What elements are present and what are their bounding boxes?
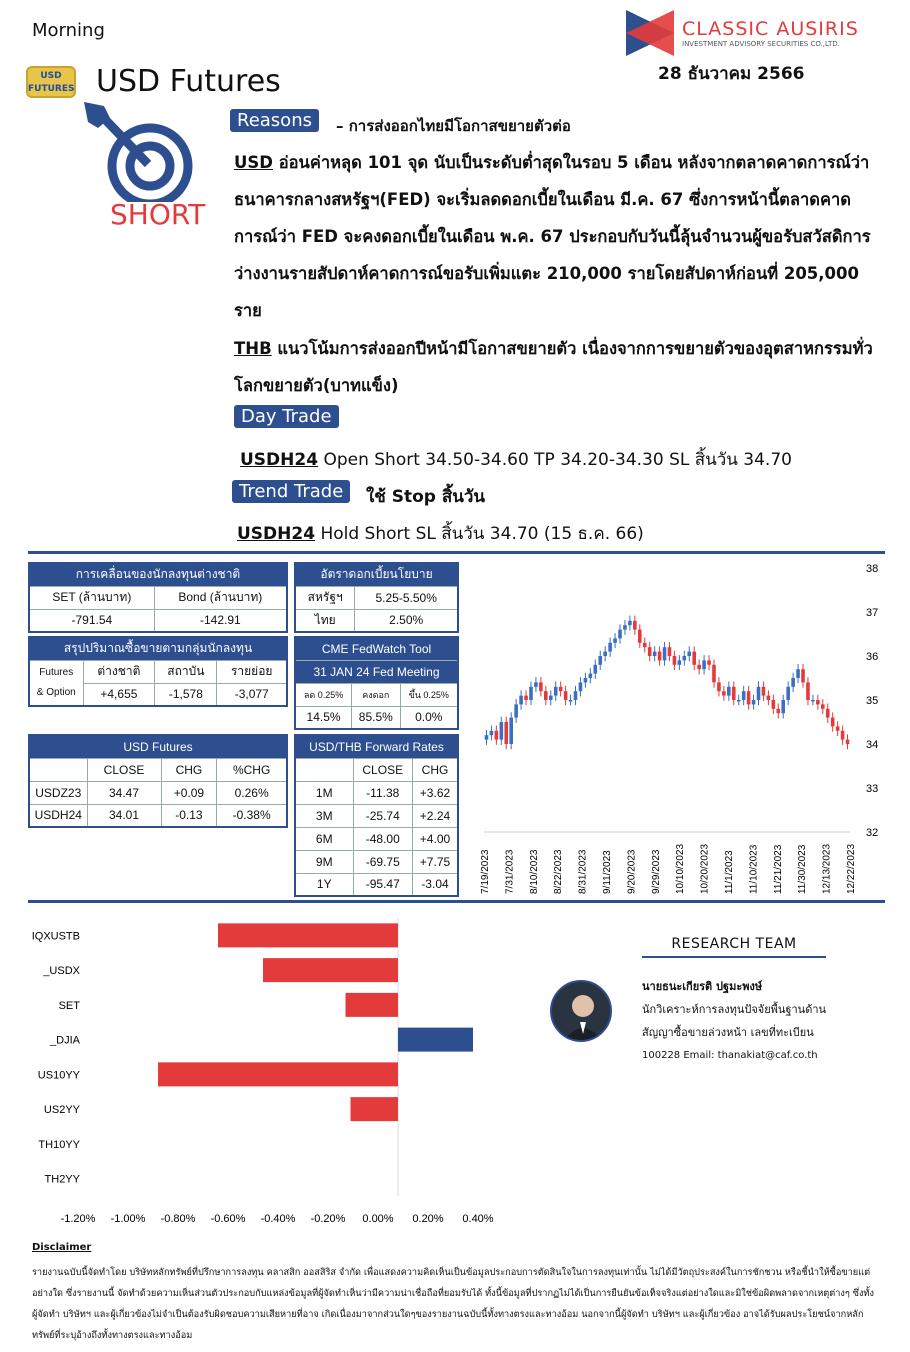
target-arrow-icon	[80, 102, 200, 202]
policy-rate-table	[294, 562, 459, 633]
table-row	[29, 781, 287, 804]
brand-name: CLASSIC AUSIRIS	[682, 18, 859, 40]
analyst-role-2: สัญญาซื้อขายล่วงหน้า เลขที่ทะเบียน	[642, 1026, 814, 1039]
x-tick-label: 0.20%	[412, 1213, 444, 1225]
futures-symbol: USDZ23	[29, 781, 87, 804]
usd-reason	[234, 144, 874, 329]
candle-body	[678, 660, 682, 664]
candle-body	[554, 687, 558, 696]
trend-trade-line	[237, 520, 644, 547]
y-tick-label: 37	[866, 607, 879, 619]
futures-header: %CHG	[217, 758, 287, 781]
candle-body	[648, 647, 652, 656]
fedwatch-value: 0.0%	[400, 706, 458, 729]
futures-chg: +0.09	[161, 781, 217, 804]
candle-body	[514, 704, 518, 717]
candle-body	[821, 704, 825, 708]
candle-body	[717, 682, 721, 691]
table-row	[295, 850, 458, 873]
foreign-flow-value: -791.54	[29, 609, 154, 632]
x-tick-label: 11/1/2023	[724, 850, 735, 894]
usd-futures-logo	[26, 66, 76, 98]
candle-body	[633, 621, 637, 630]
usd-futures-logo-text: USD FUTURES	[28, 71, 75, 94]
bar-category-label: TH2YY	[44, 1173, 80, 1186]
rate-label: สหรัฐฯ	[295, 586, 355, 609]
day-trade-line	[240, 446, 792, 473]
signal-label: SHORT	[110, 198, 206, 231]
candle-body	[574, 691, 578, 700]
session-label: Morning	[32, 20, 105, 41]
candle-body	[742, 691, 746, 700]
candle-body	[653, 652, 657, 656]
x-tick-label: -0.20%	[310, 1213, 346, 1225]
candle-body	[846, 740, 850, 744]
table-row	[29, 804, 287, 827]
forward-tenor: 1Y	[295, 873, 353, 896]
candle-body	[613, 638, 617, 642]
fedwatch-header: ขึ้น 0.25%	[400, 683, 458, 706]
forward-chg: +3.62	[412, 781, 458, 804]
x-tick-label: 10/10/2023	[675, 843, 687, 894]
bar-category-label: IQXUSTB	[31, 930, 80, 943]
candle-body	[618, 630, 622, 639]
table-row	[295, 804, 458, 827]
forward-close: -69.75	[353, 850, 412, 873]
x-tick-label: 9/20/2023	[626, 849, 638, 894]
investor-row-label	[29, 660, 83, 706]
x-tick-label: 7/31/2023	[504, 849, 516, 894]
candle-body	[509, 718, 513, 744]
brand-logo-icon	[626, 10, 674, 56]
candle-body	[529, 687, 533, 700]
candle-body	[569, 700, 573, 702]
futures-symbol: USDH24	[29, 804, 87, 827]
day-trade-symbol: USDH24	[240, 450, 319, 470]
day-trade-heading: Day Trade	[234, 405, 339, 428]
y-tick-label: 32	[866, 827, 879, 839]
candle-body	[692, 652, 696, 665]
futures-close: 34.01	[87, 804, 161, 827]
bar-category-label: SET	[58, 999, 80, 1012]
candle-body	[544, 691, 548, 700]
candle-body	[559, 687, 563, 691]
futures-header: CLOSE	[87, 758, 161, 781]
candle-body	[801, 669, 805, 682]
research-team-title: RESEARCH TEAM	[642, 936, 826, 958]
reasons-heading: Reasons	[230, 109, 319, 132]
candle-body	[584, 678, 588, 682]
candle-body	[712, 665, 716, 683]
candle-body	[593, 665, 597, 674]
fedwatch-value: 14.5%	[295, 706, 352, 729]
forward-header-blank	[295, 758, 353, 781]
candle-body	[638, 630, 642, 643]
investor-header: ต่างชาติ	[83, 660, 155, 683]
candle-body	[772, 700, 776, 709]
disclaimer-title: Disclaimer	[32, 1242, 92, 1253]
page-title: USD Futures	[96, 64, 281, 99]
report-date: 28 ธันวาคม 2566	[658, 64, 805, 84]
candle-body	[495, 731, 499, 740]
candle-body	[485, 735, 489, 739]
thb-tag: THB	[234, 339, 272, 358]
disclaimer-text: รายงานฉบับนี้จัดทำโดย บริษัทหลักทรัพย์ที่ปรึกษาการลงทุน คลาสสิก ออสสิริส จำกัด เพื่อแสดงความคิดเห็นเป็นข้อมูลประกอบการตัดสินใจในการลงทุนเท่านั้น ไม่ได้มีวัตถุประสงค์ในการชักชวน หรือชี้นำให้ซื้อขายแต่อย่างใด ซึ่งรายงานนี้ จัดทำด้วยความเห็นส่วนตัวประกอบกับแหล่งข้อมูลที่ผู้จัดทำเห็นว่ามีความน่าเชื่อถือที่ยอมรับได้ ทั้งนี้ข้อมูลที่ปรากฏไม่ได้เป็นการยืนยันข้อเท็จจริงแต่อย่างใดและมิใช่ข้อผิดพลาดจากเหตุต่างๆ ซึ่งทั้งผู้จัดทำ บริษัทฯ และผู้เกี่ยวข้องไม่จำเป็นต้องรับผิดชอบความเสียหายที่อาจ เกิดเนื่องมาจากส่วนใดๆของรายงานฉบับนี้ทั้งทางตรงและทางอ้อม นอกจากนี้ผู้จัดทำ บริษัทฯ และผู้เกี่ยวข้อง อาจได้รับผลประโยชน์จากหลักทรัพย์ที่ระบุอ้างถึงทั้งทางตรงและทางอ้อม	[32, 1267, 874, 1341]
candle-body	[747, 691, 751, 704]
fedwatch-title: CME FedWatch Tool	[295, 637, 458, 660]
candle-body	[752, 700, 756, 704]
candle-body	[643, 643, 647, 647]
trend-trade-heading: Trend Trade	[232, 480, 350, 503]
x-tick-label: -1.00%	[110, 1213, 146, 1225]
candle-body	[608, 643, 612, 652]
candle-body	[826, 709, 830, 718]
futures-chg: -0.13	[161, 804, 217, 827]
candle-body	[519, 696, 523, 705]
candle-body	[687, 652, 691, 656]
candle-body	[732, 687, 736, 700]
analyst-contact: 100228 Email: thanakiat@caf.co.th	[642, 1050, 818, 1061]
analyst-avatar	[550, 980, 612, 1042]
rate-value: 5.25-5.50%	[355, 586, 458, 609]
usd-futures-table	[28, 734, 288, 828]
candle-body	[762, 687, 766, 696]
forward-chg: -3.04	[412, 873, 458, 896]
bar	[346, 993, 399, 1017]
forward-close: -25.74	[353, 804, 412, 827]
candle-body	[831, 718, 835, 727]
candle-body	[668, 647, 672, 656]
candle-body	[702, 660, 706, 669]
futures-pct: -0.38%	[217, 804, 287, 827]
investor-header: สถาบัน	[155, 660, 217, 683]
x-tick-label: 8/10/2023	[528, 849, 540, 894]
forward-tenor: 3M	[295, 804, 353, 827]
candle-body	[757, 687, 761, 700]
x-tick-label: 8/22/2023	[553, 849, 565, 894]
table-row	[295, 781, 458, 804]
candle-body	[589, 674, 593, 678]
usd-reason-text: อ่อนค่าหลุด 101 จุด นับเป็นระดับต่ำสุดในรอบ 5 เดือน หลังจากตลาดคาดการณ์ว่า ธนาคารกลางสหรัฐฯ(FED) จะเริ่มลดดอกเบี้ยในเดือน มี.ค. 67 ซึ่งการหน้านี้ตลาดคาดการณ์ว่า FED จะคงดอกเบี้ยในเดือน พ.ค. 67 ประกอบกับวันนี้ลุ้นจำนวนผู้ขอรับสวัสดิการว่างงานรายสัปดาห์คาดการณ์ขอรับเพิ่มแตะ 210,000 รายโดยสัปดาห์ก่อนที่ 205,000 ราย	[234, 153, 871, 320]
investor-value: -3,077	[217, 683, 287, 706]
fedwatch-subtitle: 31 JAN 24 Fed Meeting	[295, 660, 458, 683]
bar	[398, 1028, 473, 1052]
foreign-flow-value: -142.91	[154, 609, 287, 632]
candle-body	[841, 731, 845, 740]
day-trade-text: Open Short 34.50-34.60 TP 34.20-34.30 SL สิ้นวัน 34.70	[318, 450, 792, 470]
forward-chg: +2.24	[412, 804, 458, 827]
futures-pct: 0.26%	[217, 781, 287, 804]
investor-value: +4,655	[83, 683, 155, 706]
y-tick-label: 34	[866, 739, 879, 751]
candle-body	[683, 656, 687, 660]
x-tick-label: -0.40%	[260, 1213, 296, 1225]
bar	[351, 1097, 399, 1121]
candle-body	[816, 700, 820, 704]
candle-body	[623, 625, 627, 629]
usdthb-candlestick-chart	[478, 560, 888, 900]
candle-body	[564, 691, 568, 700]
x-tick-label: 11/21/2023	[772, 844, 784, 894]
candle-body	[836, 726, 840, 730]
x-tick-label: -0.60%	[210, 1213, 246, 1225]
x-tick-label: 11/30/2023	[797, 844, 809, 894]
candle-body	[707, 660, 711, 664]
trend-trade-symbol: USDH24	[237, 524, 316, 544]
futures-header: CHG	[161, 758, 217, 781]
x-tick-label: -0.80%	[160, 1213, 196, 1225]
forward-chg: +4.00	[412, 827, 458, 850]
rate-label: ไทย	[295, 609, 355, 632]
trend-trade-note: ใช้ Stop สิ้นวัน	[366, 487, 486, 507]
table-row	[295, 827, 458, 850]
y-tick-label: 38	[866, 563, 879, 575]
divider	[28, 900, 885, 903]
bar-category-label: TH10YY	[38, 1138, 80, 1151]
x-tick-label: 7/19/2023	[480, 849, 491, 894]
x-tick-label: -1.20%	[60, 1213, 96, 1225]
investor-header: รายย่อย	[217, 660, 287, 683]
thb-reason-text: แนวโน้มการส่งออกปีหน้ามีโอกาสขยายตัว เนื่องจากการขยายตัวของอุตสาหกรรมทั่วโลกขยายตัว(บาทแข็ง)	[234, 339, 873, 395]
candle-body	[579, 682, 583, 691]
rate-value: 2.50%	[355, 609, 458, 632]
candle-body	[490, 731, 494, 735]
candle-body	[796, 669, 800, 678]
x-tick-label: 8/31/2023	[577, 849, 589, 894]
forward-tenor: 6M	[295, 827, 353, 850]
forward-close: -95.47	[353, 873, 412, 896]
investor-title: สรุปปริมาณซื้อขายตามกลุ่มนักลงทุน	[29, 637, 287, 660]
divider	[28, 551, 885, 554]
candle-body	[791, 678, 795, 687]
trend-trade-text: Hold Short SL สิ้นวัน 34.70 (15 ธ.ค. 66)	[315, 524, 644, 544]
analyst-role: นักวิเคราะห์การลงทุนปัจจัยพื้นฐานด้าน	[642, 1003, 827, 1016]
bar-category-label: _USDX	[43, 965, 80, 978]
bar	[158, 1062, 398, 1086]
foreign-flow-table	[28, 562, 288, 633]
candle-body	[603, 652, 607, 656]
x-tick-label: 0.40%	[462, 1213, 494, 1225]
investor-row-label-1: Futures	[39, 666, 74, 678]
x-tick-label: 0.00%	[362, 1213, 394, 1225]
foreign-flow-title: การเคลื่อนของนักลงทุนต่างชาติ	[29, 563, 287, 586]
forward-close: -48.00	[353, 827, 412, 850]
y-tick-label: 36	[866, 651, 879, 663]
bar	[218, 923, 398, 947]
y-tick-label: 35	[866, 695, 879, 707]
candle-body	[673, 656, 677, 665]
bar-category-label: _DJIA	[50, 1034, 80, 1047]
brand-subtitle: INVESTMENT ADVISORY SECURITIES CO.,LTD.	[682, 40, 840, 48]
candle-body	[539, 682, 543, 691]
x-tick-label: 12/13/2023	[821, 843, 833, 894]
candle-body	[663, 647, 667, 660]
foreign-flow-header: Bond (ล้านบาท)	[154, 586, 287, 609]
x-tick-label: 12/22/2023	[846, 843, 857, 894]
usd-tag: USD	[234, 153, 273, 172]
candle-body	[500, 722, 504, 740]
fedwatch-header: ลด 0.25%	[295, 683, 352, 706]
candle-body	[628, 621, 632, 625]
futures-header-blank	[29, 758, 87, 781]
y-tick-label: 33	[866, 783, 879, 795]
candle-body	[767, 696, 771, 700]
forward-chg: +7.75	[412, 850, 458, 873]
table-row	[295, 873, 458, 896]
policy-rate-title: อัตราดอกเบี้ยนโยบาย	[295, 563, 458, 586]
futures-close: 34.47	[87, 781, 161, 804]
candle-body	[811, 700, 815, 702]
x-tick-label: 9/29/2023	[650, 849, 662, 894]
fedwatch-value: 85.5%	[352, 706, 400, 729]
candle-body	[534, 682, 538, 686]
x-tick-label: 11/10/2023	[748, 844, 760, 894]
fedwatch-table	[294, 636, 459, 730]
investor-table	[28, 636, 288, 707]
candle-body	[781, 700, 785, 713]
candle-body	[776, 709, 780, 713]
analyst-info	[642, 975, 832, 1067]
foreign-flow-header: SET (ล้านบาท)	[29, 586, 154, 609]
candle-body	[697, 665, 701, 669]
candle-body	[549, 696, 553, 700]
investor-row-label-2: & Option	[36, 686, 76, 698]
candle-body	[598, 656, 602, 665]
bar	[263, 958, 398, 982]
bar-category-label: US2YY	[43, 1104, 80, 1117]
candle-body	[658, 652, 662, 661]
forward-tenor: 1M	[295, 781, 353, 804]
market-change-bar-chart	[28, 914, 528, 1234]
forward-tenor: 9M	[295, 850, 353, 873]
bar-category-label: US10YY	[37, 1069, 80, 1082]
analyst-name: นายธนะเกียรติ ปฐมะพงษ์	[642, 980, 763, 993]
fedwatch-header: คงดอก	[352, 683, 400, 706]
thb-reason	[234, 330, 874, 404]
forward-rates-title: USD/THB Forward Rates	[295, 735, 458, 758]
investor-value: -1,578	[155, 683, 217, 706]
x-tick-label: 9/11/2023	[602, 850, 613, 894]
candle-body	[727, 687, 731, 696]
candle-body	[806, 682, 810, 700]
candle-body	[786, 687, 790, 700]
usd-futures-title: USD Futures	[29, 735, 287, 758]
forward-header: CHG	[412, 758, 458, 781]
forward-close: -11.38	[353, 781, 412, 804]
candle-body	[524, 696, 528, 700]
forward-header: CLOSE	[353, 758, 412, 781]
forward-rates-table	[294, 734, 459, 897]
candle-body	[722, 691, 726, 695]
reasons-note: – การส่งออกไทยมีโอกาสขยายตัวต่อ	[336, 117, 571, 135]
candle-body	[737, 700, 741, 702]
x-tick-label: 10/20/2023	[699, 843, 711, 894]
candle-body	[504, 722, 508, 744]
